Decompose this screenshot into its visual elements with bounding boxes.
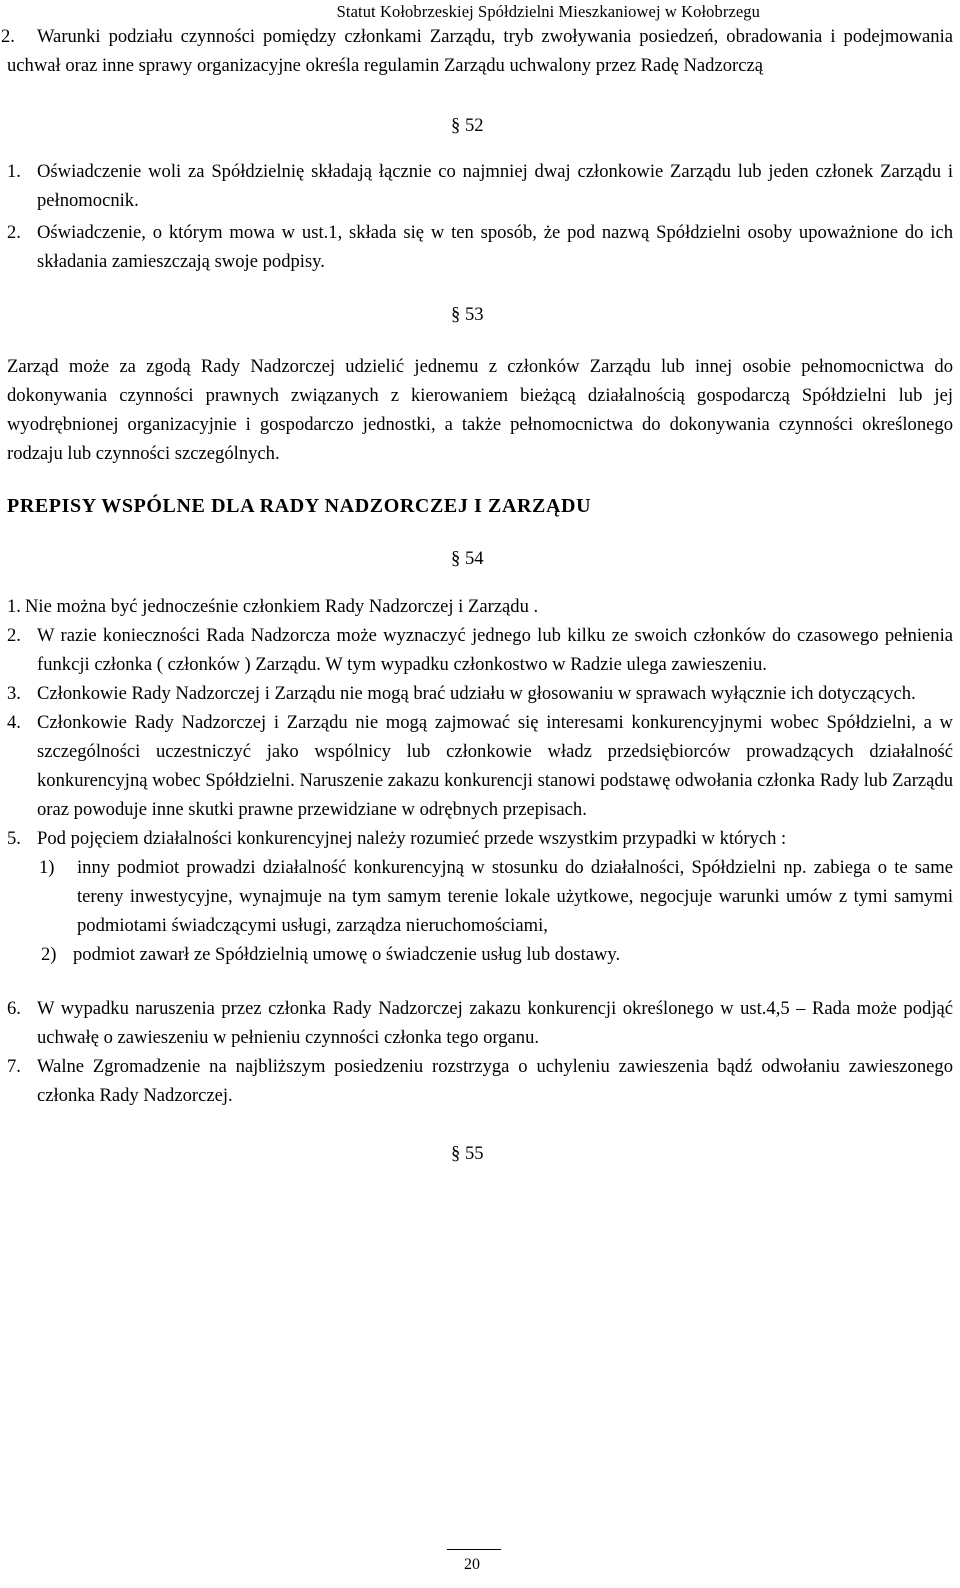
paragraph-51-2: [1, 22, 953, 80]
section-label: § 52: [451, 115, 484, 136]
paragraph-number: 2.: [7, 625, 21, 646]
section-54-heading: [7, 544, 953, 573]
paragraph-54-5: [7, 824, 953, 853]
paragraph-text: Oświadczenie, o którym mowa w ust.1, składa się w ten sposób, że pod nazwą Spółdzielni osoby upoważnione do ich składania zamieszczają swoje podpisy.: [37, 222, 953, 272]
paragraph-text: Zarząd może za zgodą Rady Nadzorczej udzielić jednemu z członków Zarządu lub innej osobie pełnomocnictwa do dokonywania czynności prawnych związanych z kierowaniem bieżącą działalnością gospodarczą Spółdzielni lub jej wyodrębnionej organizacyjnie i gospodarczo jednostki, a także pełnomocnictwa do dokonywania czynności określonego rodzaju lub czynności szczególnych.: [7, 356, 953, 464]
paragraph-54-6: [7, 994, 953, 1052]
paragraph-number: 4.: [7, 712, 21, 733]
paragraph-54-4: [7, 708, 953, 824]
list-item-text: inny podmiot prowadzi działalność konkurencyjną w stosunku do działalności, Spółdzielni np. zabiega o te same tereny inwestycyjne, wynajmuje na tym samym terenie lokale użytkowe, negocjuje warunki umów z tymi samymi podmiotami świadczącymi usługi, zarządza nieruchomościami,: [77, 857, 953, 936]
section-53-heading: [7, 300, 953, 329]
paragraph-54-5-1: [7, 853, 953, 940]
section-52-heading: [7, 111, 953, 140]
paragraph-number: 6.: [7, 998, 21, 1019]
paragraph-54-3: [7, 679, 953, 708]
paragraph-text: Oświadczenie woli za Spółdzielnię składają łącznie co najmniej dwaj członkowie Zarządu lub jeden członek Zarządu i pełnomocnik.: [37, 161, 953, 211]
paragraph-text: Członkowie Rady Nadzorczej i Zarządu nie mogą zajmować się interesami konkurencyjnymi wobec Spółdzielni, a w szczególności uczestniczyć jako wspólnicy lub członkowie władz przedsiębiorców prowadzących działalność konkurencyjną wobec Spółdzielni. Naruszenie zakazu konkurencji stanowi podstawę odwołania członka Rady lub Zarządu oraz powoduje inne skutki prawne przewidziane w odrębnych przepisach.: [37, 712, 953, 820]
paragraph-text: Członkowie Rady Nadzorczej i Zarządu nie mogą brać udziału w głosowaniu w sprawach wyłącznie ich dotyczących.: [37, 683, 916, 704]
paragraph-54-5-2: [7, 940, 953, 969]
paragraph-53: [7, 352, 953, 468]
paragraph-number: 7.: [7, 1056, 21, 1077]
paragraph-text: W razie konieczności Rada Nadzorcza może wyznaczyć jednego lub kilku ze swoich członków do czasowego pełnienia funkcji członka ( członków ) Zarządu. W tym wypadku członkostwo w Radzie ulega zawieszeniu.: [37, 625, 953, 675]
section-55-heading: [7, 1139, 953, 1168]
section-label: § 54: [451, 548, 484, 569]
section-label: § 55: [451, 1143, 484, 1164]
footer-divider: [447, 1549, 501, 1550]
paragraph-text: Pod pojęciem działalności konkurencyjnej należy rozumieć przede wszystkim przypadki w których :: [37, 828, 787, 849]
paragraph-number: 2.: [7, 222, 21, 243]
page-number: 20: [464, 1556, 480, 1573]
chapter-heading: PREPISY WSPÓLNE DLA RADY NADZORCZEJ I ZARZĄDU: [7, 495, 592, 517]
paragraph-number: 1.: [7, 596, 21, 617]
paragraph-number: 2.: [1, 26, 15, 47]
paragraph-54-2: [7, 621, 953, 679]
paragraph-text: Walne Zgromadzenie na najbliższym posiedzeniu rozstrzyga o uchyleniu zawieszenia bądź odwołaniu zawieszonego członka Rady Nadzorczej.: [37, 1056, 953, 1106]
paragraph-text: W wypadku naruszenia przez członka Rady Nadzorczej zakazu konkurencji określonego w ust.4,5 – Rada może podjąć uchwałę o zawieszeniu w pełnieniu czynności członka tego organu.: [37, 998, 953, 1048]
paragraph-number: 1.: [7, 161, 21, 182]
document-header: Statut Kołobrzeskiej Spółdzielni Mieszkaniowej w Kołobrzegu: [336, 2, 760, 21]
section-label: § 53: [451, 304, 484, 325]
paragraph-number: 5.: [7, 828, 21, 849]
paragraph-text: Warunki podziału czynności pomiędzy członkami Zarządu, tryb zwoływania posiedzeń, obradowania i podejmowania uchwał oraz inne sprawy organizacyjne określa regulamin Zarządu uchwalony przez Radę Nadzorczą: [7, 26, 953, 76]
paragraph-54-1: [7, 592, 953, 621]
list-item-number: 2): [41, 944, 57, 965]
paragraph-52-1: [7, 157, 953, 215]
paragraph-text: Nie można być jednocześnie członkiem Rady Nadzorczej i Zarządu .: [25, 596, 539, 617]
page-content: [1, 22, 953, 1168]
paragraph-54-7: [7, 1052, 953, 1110]
paragraph-number: 3.: [7, 683, 21, 704]
list-item-text: podmiot zawarł ze Spółdzielnią umowę o świadczenie usług lub dostawy.: [73, 944, 621, 965]
list-item-number: 1): [39, 857, 55, 878]
paragraph-52-2: [7, 218, 953, 276]
